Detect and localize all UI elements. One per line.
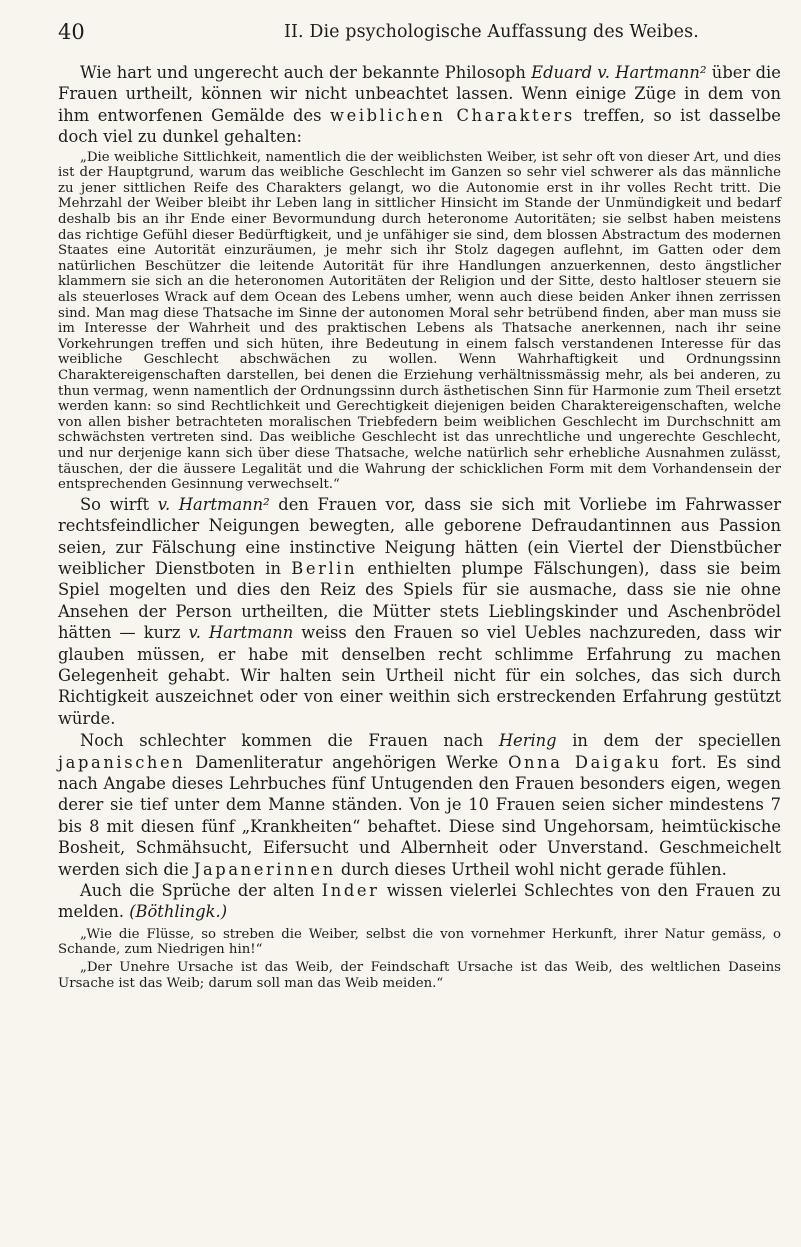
text-run: wissen vielerlei Schlechtes von den Frauen zu melden. (58, 881, 781, 922)
spaced-emphasis: Onna Daigaku (508, 752, 662, 772)
author-name-hartmann: Eduard v. Hartmann² (531, 63, 707, 82)
text-run: fort. Es sind nach Angabe dieses Lehrbuches fünf Untugenden den Frauen besonders eigen, wegen derer sie tief unter dem Manne ständen. Von je 10 Frauen seien sicher mindestens 7 bis 8 mit diesen fünf „Krankheiten“ behaftet. Diese sind Ungehorsam, heimtückische Bosheit, Schmähsucht, Eifersucht und Albernheit oder Unverstand. Geschmeichelt werden sich die (58, 752, 781, 879)
paragraph-hartmann-summary (58, 494, 781, 729)
page-body (58, 62, 781, 991)
spaced-emphasis: Inder (321, 881, 380, 900)
spaced-emphasis: japanischen (58, 752, 186, 772)
author-name-hartmann: v. Hartmann² (157, 494, 270, 514)
text-run: den Frauen vor, dass sie sich mit Vorliebe im Fahrwasser rechtsfeindlicher Neigungen bewegten, alle geborene Defraudantinnen aus Passion seien, zur Fälschung eine instinctive Neigung hätten (ein Viertel der Dienstbücher weiblicher Dienstboten in (58, 494, 781, 578)
spaced-emphasis: Japanerinnen (193, 859, 336, 879)
block-quote-dishonour: „Der Unehre Ursache ist das Weib, der Feindschaft Ursache ist das Weib, des weltlichen Daseins Ursache ist das Weib; darum soll man das Weib meiden.“ (58, 960, 781, 991)
text-run: So wirft (80, 494, 158, 514)
text-run: Auch die Sprüche der alten (80, 881, 322, 900)
text-run: enthielten plumpe Fälschungen), dass sie beim Spiel mogelten und dies den Reiz des Spiels für sie ausmache, dass sie nie ohne Ansehen der Person urtheilten, die Mütter stets Lieblingskinder und Aschenbrödel hätten — kurz (58, 558, 781, 643)
spaced-emphasis: Berlin (291, 558, 358, 578)
text-run: über die Frauen urtheilt, können wir nicht unbeachtet lassen. Wenn einige Züge in dem von ihm entworfenen Gemälde des (58, 63, 781, 125)
paragraph-inder (58, 880, 781, 923)
text-run: Noch schlechter kommen die Frauen nach (80, 731, 499, 751)
author-name-hartmann: v. Hartmann (188, 623, 294, 643)
text-run: in dem der speciellen (556, 731, 782, 751)
text-run: Damenliteratur angehörigen Werke (185, 752, 509, 772)
spaced-emphasis: weiblichen Charakters (330, 105, 575, 125)
paragraph-onna-daigaku (58, 730, 781, 880)
block-quote-hartmann: „Die weibliche Sittlichkeit, namentlich die der weiblichsten Weiber, ist sehr oft von dieser Art, und dies ist der Hauptgrund, warum das weibliche Geschlecht im Ganzen so sehr viel schwerer als das männliche zu jener sittlichen Reife des Charakters gelangt, wo die Autonomie erst in ihr volles Recht tritt. Die Mehrzahl der Weiber bleibt ihr Leben lang in sittlicher Hinsicht im Stande der Unmündigkeit und bedarf deshalb bis an ihr Ende einer Bevormundung durch heteronome Autoritäten; sie selbst haben meistens das richtige Gefühl dieser Bedürftigkeit, und je unfähiger sie sind, dem blossen Abstractum des modernen Staates eine Autorität einzuräumen, je mehr sich ihr Stolz dagegen auflehnt, im Gatten oder dem natürlichen Beschützer die leitende Autorität für ihre Handlungen anzuerkennen, desto ängstlicher klammern sie sich an die heteronomen Autoritäten der Religion und der Sitte, desto haltloser steuern sie als steuerloses Wrack auf dem Ocean des Lebens umher, wenn auch diese beiden Anker ihnen zerrissen sind. Man mag diese Thatsache im Sinne der autonomen Moral sehr betrübend finden, aber man muss sie im Interesse der Wahrheit und des praktischen Lebens als Thatsache anerkennen, nach ihr seine Vorkehrungen treffen und sich hüten, ihre Bedeutung in einem falsch verstandenen Interesse für das weibliche Geschlecht abschwächen zu wollen. Wenn Wahrhaftigkeit und Ordnungssinn Charaktereigenschaften darstellen, bei denen die Erziehung verhältnissmässig mehr, als bei anderen, zu thun vermag, wenn namentlich der Ordnungssinn durch ästhetischen Sinn für Harmonie zum Theil ersetzt werden kann: so sind Rechtlichkeit und Gerechtigkeit diejenigen beiden Charaktereigenschaften, welche von allen bisher betrachteten moralischen Triebfedern beim weiblichen Geschlecht im Durchschnitt am schwächsten vertreten sind. Das weibliche Geschlecht ist das unrechtliche und ungerechte Geschlecht, und nur derjenige kann sich über diese Thatsache, welche natürlich sehr erhebliche Ausnahmen zulässt, täuschen, der die äussere Legalität und die Wahrung der schicklichen Form mit dem Vorhandensein der entsprechenden Gesinnung verwechselt.“ (58, 149, 781, 493)
text-run: weiss den Frauen so viel Uebles nachzureden, dass wir glauben müssen, er habe mit denselben recht schlimme Erfahrung zu machen Gelegenheit gehabt. Wir halten sein Urtheil nicht für ein solches, das sich durch Richtigkeit auszeichnet oder von einer weithin sich erstreckenden Erfahrung gestützt würde. (58, 623, 781, 728)
text-run: durch dieses Urtheil wohl nicht gerade fühlen. (335, 859, 727, 879)
block-quote-rivers: „Wie die Flüsse, so streben die Weiber, selbst die von vornehmer Herkunft, ihrer Natur gemäss, o Schande, zum Niedrigen hin!“ (58, 926, 781, 958)
running-title: II. Die psychologische Auffassung des Weibes. (284, 22, 699, 42)
author-name-hering: Hering (498, 731, 557, 751)
author-name-boethlingk: (Böthlingk.) (129, 902, 228, 922)
text-run: Wie hart und ungerecht auch der bekannte Philosoph (80, 63, 532, 82)
text-run: treffen, so ist dasselbe doch viel zu dunkel gehalten: (58, 105, 781, 147)
page-number: 40 (58, 20, 85, 44)
page-header (58, 20, 761, 50)
paragraph-hartmann-intro (58, 62, 781, 148)
